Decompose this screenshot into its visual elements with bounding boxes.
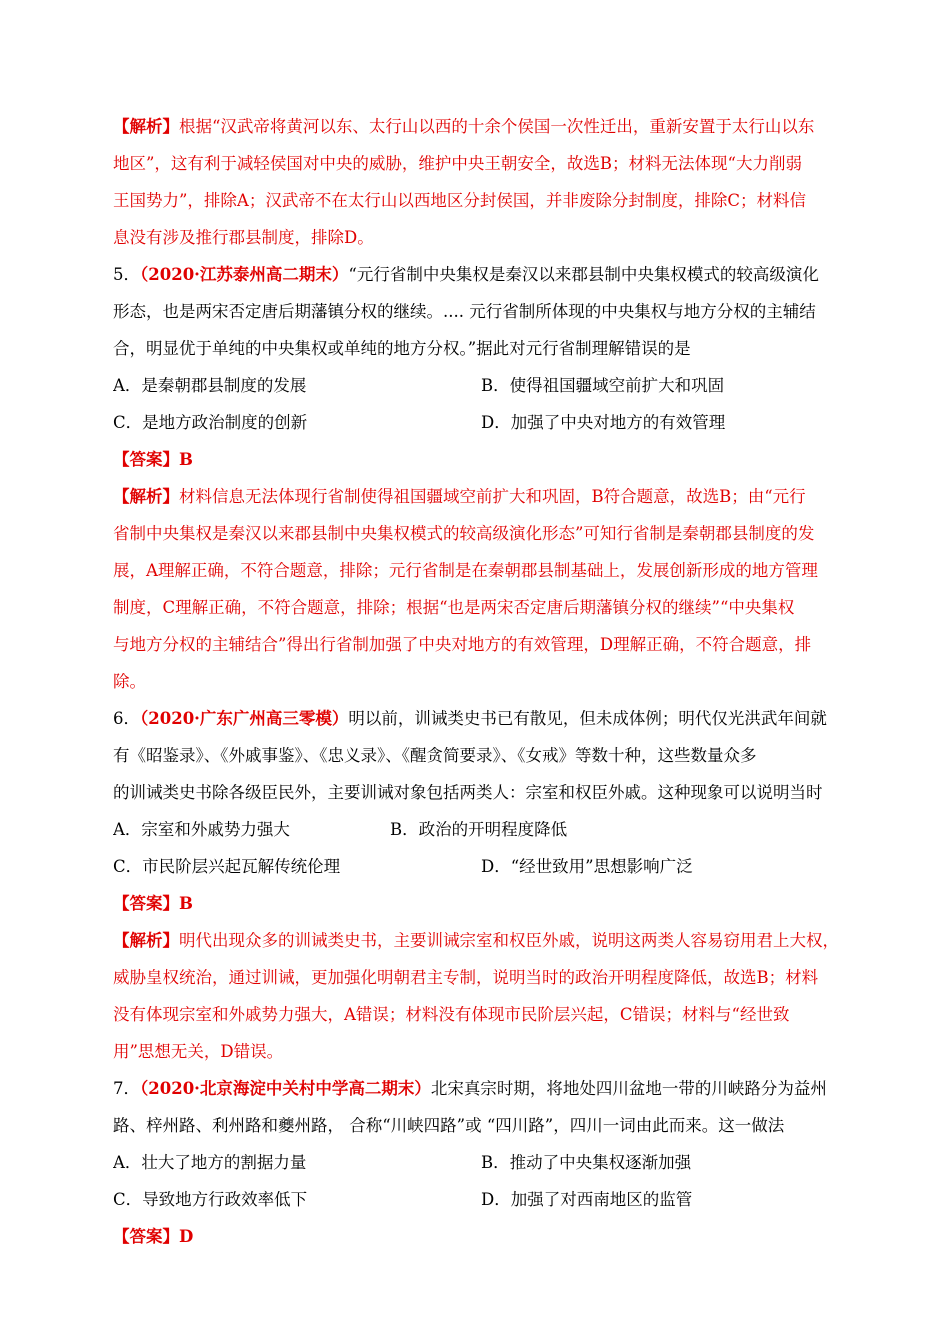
- q5-analysis-line-6: 除。: [113, 672, 146, 691]
- q5-answer: [113, 441, 848, 478]
- q5-analysis-line-3: 展，A理解正确，不符合题意，排除；元行省制是在秦朝郡县制基础上，发展创新形成的地方管理: [113, 561, 818, 580]
- answer-value: B: [179, 894, 193, 913]
- q6-stem-line-2: 有《昭鉴录》、《外戚事鉴》、《忠义录》、《醒贪简要录》、《女戒》等数十种，这些数量众多: [113, 746, 757, 765]
- q6-analysis-line-4: 用”思想无关，D错误。: [113, 1042, 284, 1061]
- question-source: （2020·广东广州高三零模）: [140, 709, 349, 728]
- q5-analysis-line-4: 制度，C理解正确，不符合题意，排除；根据“也是两宋否定唐后期藩镇分权的继续”“中央集权: [113, 598, 795, 617]
- q7-options-row-2: [113, 1181, 848, 1218]
- answer-value: B: [179, 450, 193, 469]
- q6-analysis-line-2: 威胁皇权统治，通过训诫，更加强化明朝君主专制，说明当时的政治开明程度降低，故选B；材料: [113, 968, 819, 987]
- analysis-tag: 【解析】: [113, 117, 179, 136]
- q5-analysis-line-2: 省制中央集权是秦汉以来郡县制中央集权模式的较高级演化形态”可知行省制是秦朝郡县制度的发: [113, 524, 815, 543]
- q6-analysis-line-3: 没有体现宗室和外戚势力强大，A错误；材料没有体现市民阶层兴起，C错误；材料与“经世致: [113, 1005, 790, 1024]
- answer-tag: 【答案】: [113, 1227, 179, 1246]
- q5-stem-line-3: 合，明显优于单纯的中央集权或单纯的地方分权。”据此对元行省制理解错误的是: [113, 339, 691, 358]
- question-text: “元行省制中央集权是秦汉以来郡县制中央集权模式的较高级演化: [348, 265, 819, 284]
- q6-stem-line-3: 的训诫类史书除各级臣民外，主要训诫对象包括两类人：宗室和权臣外戚。这种现象可以说明当时: [113, 783, 823, 802]
- option-b: B．推动了中央集权逐渐加强: [481, 1153, 692, 1172]
- q6-answer: [113, 885, 848, 922]
- question-source: （2020·江苏泰州高二期末）: [140, 265, 349, 284]
- answer-tag: 【答案】: [113, 450, 179, 469]
- option-a: A．是秦朝郡县制度的发展: [113, 376, 307, 395]
- q6-analysis-line-1: [113, 922, 848, 959]
- analysis-text: 材料信息无法体现行省制使得祖国疆域空前扩大和巩固，B符合题意，故选B；由“元行: [179, 487, 806, 506]
- option-b: B．政治的开明程度降低: [390, 820, 568, 839]
- option-c: C．导致地方行政效率低下: [113, 1190, 308, 1209]
- option-c: C．市民阶层兴起瓦解传统伦理: [113, 857, 341, 876]
- q5-stem-line-1: [113, 256, 848, 293]
- q5-analysis-line-1: [113, 478, 848, 515]
- option-d: D．加强了对西南地区的监管: [481, 1190, 693, 1209]
- document-page: [113, 108, 848, 1255]
- q7-answer: [113, 1218, 848, 1255]
- analysis-text: 明代出现众多的训诫类史书，主要训诫宗室和权臣外戚，说明这两类人容易窃用君上大权，: [179, 931, 839, 950]
- q4-analysis-line-2: 地区”，这有利于减轻侯国对中央的威胁，维护中央王朝安全，故选B；材料无法体现“大力削弱: [113, 154, 802, 173]
- option-d: D．“经世致用”思想影响广泛: [481, 857, 693, 876]
- q5-analysis-line-5: 与地方分权的主辅结合”得出行省制加强了中央对地方的有效管理，D理解正确，不符合题意，排: [113, 635, 812, 654]
- analysis-tag: 【解析】: [113, 931, 179, 950]
- option-a: A．壮大了地方的割据力量: [113, 1153, 307, 1172]
- answer-tag: 【答案】: [113, 894, 179, 913]
- q5-stem-line-2: 形态，也是两宋否定唐后期藩镇分权的继续。.... 元行省制所体现的中央集权与地方分权的主辅结: [113, 302, 816, 321]
- q6-stem-line-1: [113, 700, 848, 737]
- question-source: （2020·北京海淀中关村中学高二期末）: [140, 1079, 431, 1098]
- q7-stem-line-1: [113, 1070, 848, 1107]
- q6-options-row-1: [113, 811, 848, 848]
- q7-options-row-1: [113, 1144, 848, 1181]
- q4-analysis-line-3: 王国势力”，排除A；汉武帝不在太行山以西地区分封侯国，并非废除分封制度，排除C；材料信: [113, 191, 806, 210]
- option-c: C．是地方政治制度的创新: [113, 413, 308, 432]
- question-text: 北宋真宗时期，将地处四川盆地一带的川峡路分为益州: [430, 1079, 827, 1098]
- answer-value: D: [179, 1227, 194, 1246]
- question-number: 7．: [113, 1079, 140, 1098]
- question-text: 明以前，训诫类史书已有散见，但未成体例；明代仅光洪武年间就: [348, 709, 827, 728]
- q4-analysis-line-1: [113, 108, 848, 145]
- analysis-text: 根据“汉武帝将黄河以东、太行山以西的十余个侯国一次性迁出，重新安置于太行山以东: [179, 117, 815, 136]
- q5-options-row-2: [113, 404, 848, 441]
- option-a: A．宗室和外戚势力强大: [113, 820, 290, 839]
- q5-options-row-1: [113, 367, 848, 404]
- analysis-tag: 【解析】: [113, 487, 179, 506]
- q6-options-row-2: [113, 848, 848, 885]
- option-d: D．加强了中央对地方的有效管理: [481, 413, 726, 432]
- q4-analysis-line-4: 息没有涉及推行郡县制度，排除D。: [113, 228, 374, 247]
- option-b: B．使得祖国疆域空前扩大和巩固: [481, 376, 725, 395]
- question-number: 6．: [113, 709, 140, 728]
- q7-stem-line-2: 路、梓州路、利州路和夔州路， 合称“川峡四路”或 “四川路”，四川一词由此而来。这一做法: [113, 1116, 785, 1135]
- question-number: 5．: [113, 265, 140, 284]
